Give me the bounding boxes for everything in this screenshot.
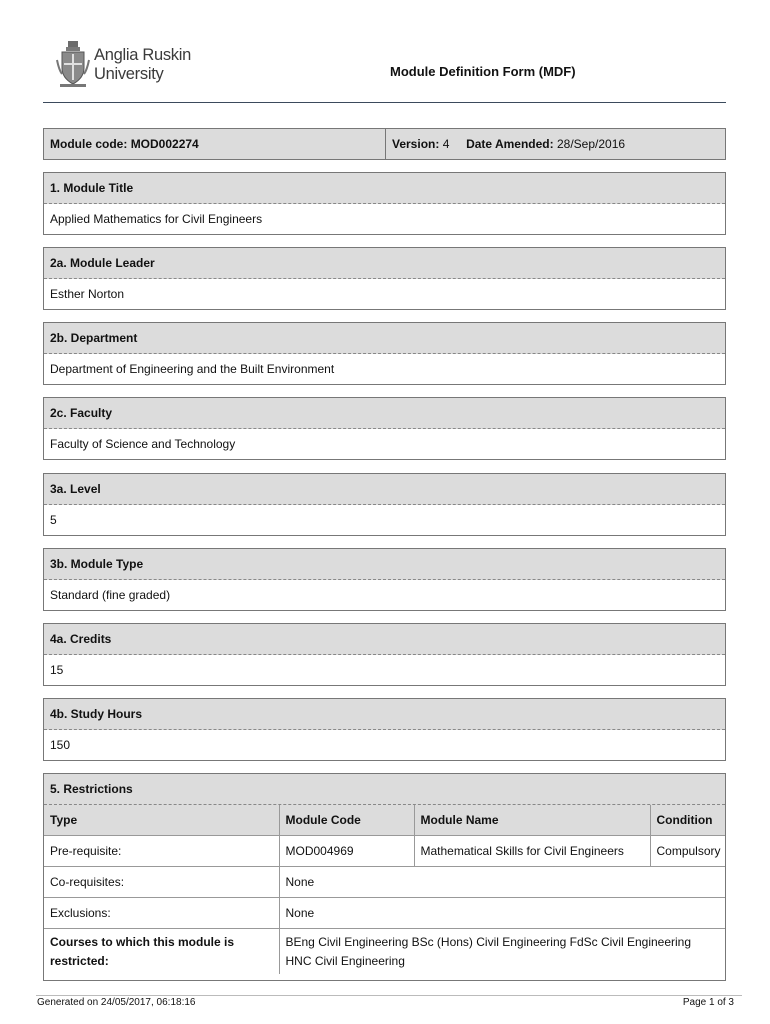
- module-code-row: [43, 128, 726, 160]
- section-faculty: [43, 397, 726, 460]
- version-value: 4: [442, 137, 450, 151]
- module-code-value: MOD002274: [130, 137, 199, 151]
- generated-timestamp: Generated on 24/05/2017, 06:18:16: [37, 997, 196, 1008]
- restriction-condition: Compulsory: [650, 836, 725, 867]
- section-restrictions: [43, 773, 726, 981]
- restriction-value: BEng Civil Engineering BSc (Hons) Civil Engineering FdSc Civil Engineering HNC Civil Engineering: [279, 929, 725, 975]
- table-row: [44, 836, 725, 867]
- section-value: Esther Norton: [50, 287, 125, 301]
- restriction-type: Exclusions:: [44, 898, 279, 929]
- section-heading: 5. Restrictions: [44, 774, 725, 805]
- section-module-leader: [43, 247, 726, 310]
- restriction-value: None: [279, 867, 725, 898]
- restriction-type: Co-requisites:: [44, 867, 279, 898]
- section-value: Department of Engineering and the Built Environment: [50, 362, 335, 376]
- form-title: Module Definition Form (MDF): [390, 64, 576, 79]
- section-heading: 1. Module Title: [44, 173, 725, 204]
- section-value: 15: [50, 663, 64, 677]
- section-value: Applied Mathematics for Civil Engineers: [50, 212, 263, 226]
- date-amended-value: 28/Sep/2016: [556, 137, 626, 151]
- section-module-type: [43, 548, 726, 611]
- section-heading: 2c. Faculty: [44, 398, 725, 429]
- header-divider: [43, 102, 726, 103]
- column-header: Module Code: [279, 805, 414, 836]
- section-value: 5: [50, 513, 57, 527]
- section-heading: 4a. Credits: [44, 624, 725, 655]
- university-logo: [56, 40, 216, 88]
- restriction-module-code: MOD004969: [279, 836, 414, 867]
- table-row: [44, 867, 725, 898]
- version-label: Version:: [392, 137, 440, 151]
- table-row: [44, 929, 725, 975]
- page-number: Page 1 of 3: [682, 997, 734, 1008]
- column-header: Module Name: [414, 805, 650, 836]
- section-credits: [43, 623, 726, 686]
- module-code-cell: [44, 129, 386, 159]
- version-cell: [392, 129, 625, 159]
- crest-icon: [56, 40, 90, 88]
- column-header: Type: [44, 805, 279, 836]
- section-level: [43, 473, 726, 536]
- section-heading: 3a. Level: [44, 474, 725, 505]
- section-study-hours: [43, 698, 726, 761]
- section-module-title: [43, 172, 726, 235]
- footer-divider: [36, 995, 742, 996]
- restrictions-table: [44, 805, 725, 974]
- restriction-value: None: [279, 898, 725, 929]
- restriction-type: Pre-requisite:: [44, 836, 279, 867]
- restriction-module-name: Mathematical Skills for Civil Engineers: [414, 836, 650, 867]
- section-value: Faculty of Science and Technology: [50, 437, 236, 451]
- table-header-row: [44, 805, 725, 836]
- section-value: Standard (fine graded): [50, 588, 171, 602]
- section-value: 150: [50, 738, 71, 752]
- section-heading: 2b. Department: [44, 323, 725, 354]
- section-heading: 4b. Study Hours: [44, 699, 725, 730]
- restriction-type: Courses to which this module is restricted:: [44, 929, 279, 975]
- section-heading: 3b. Module Type: [44, 549, 725, 580]
- module-code-label: Module code:: [50, 137, 128, 151]
- column-header: Condition: [650, 805, 725, 836]
- date-amended-label: Date Amended:: [466, 137, 554, 151]
- table-row: [44, 898, 725, 929]
- section-department: [43, 322, 726, 385]
- logo-line-2: University: [94, 65, 164, 83]
- logo-line-1: Anglia Ruskin: [94, 46, 191, 64]
- section-heading: 2a. Module Leader: [44, 248, 725, 279]
